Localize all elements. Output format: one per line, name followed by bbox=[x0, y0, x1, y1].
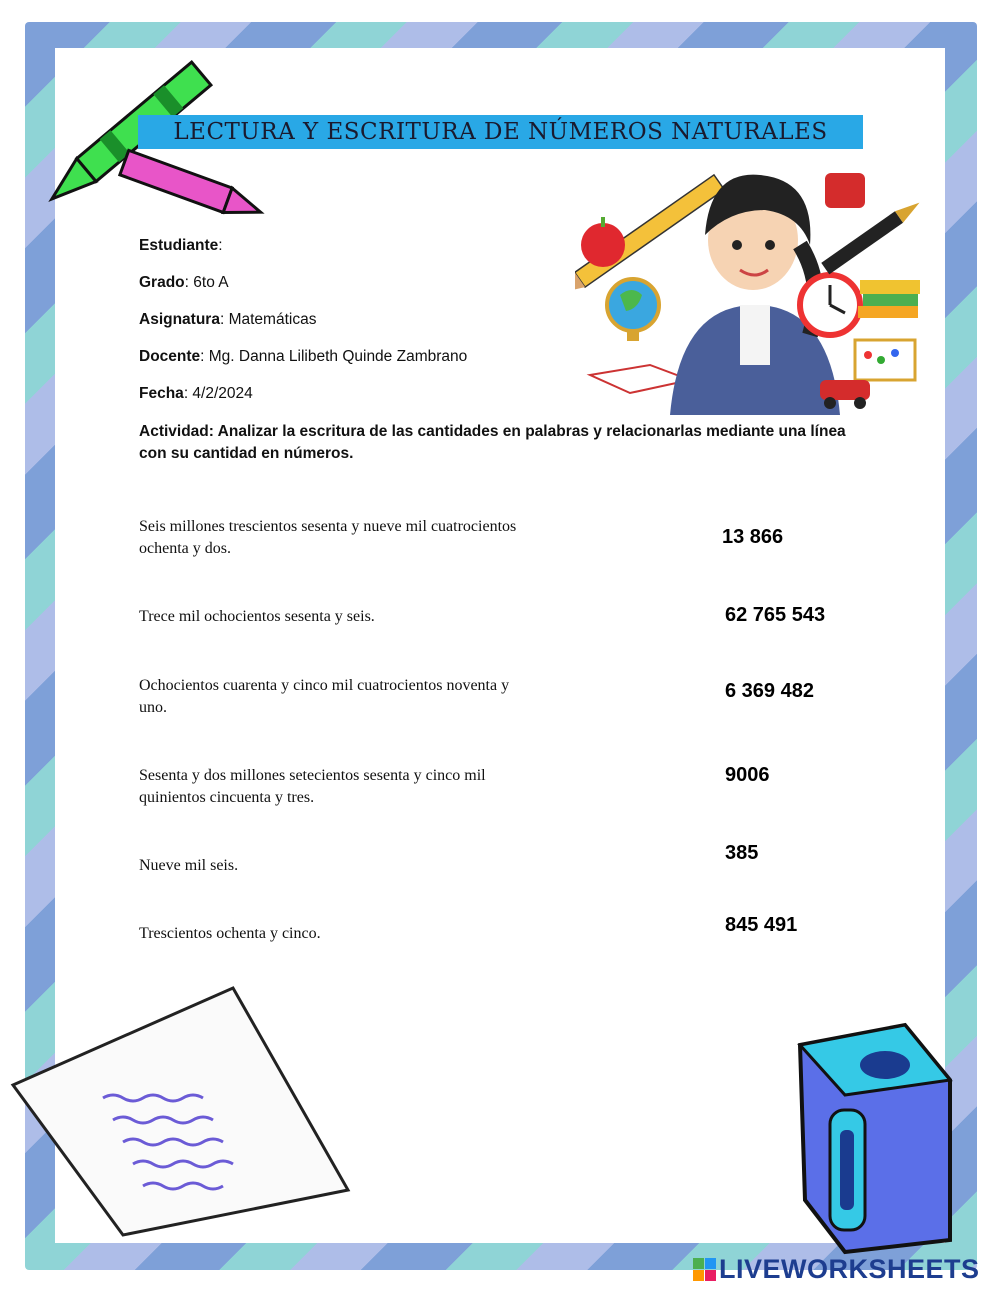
paper-illustration bbox=[8, 980, 353, 1240]
teacher-illustration bbox=[575, 165, 925, 420]
info-row-fecha bbox=[139, 384, 467, 421]
estudiante-label: Estudiante bbox=[139, 237, 219, 254]
grado-label: Grado bbox=[139, 274, 185, 291]
number-item-4[interactable]: 9006 bbox=[725, 764, 770, 786]
logo-tiles-icon bbox=[693, 1258, 716, 1281]
sharpener-illustration bbox=[790, 1020, 965, 1255]
fecha-label: Fecha bbox=[139, 385, 184, 402]
info-row-estudiante bbox=[139, 236, 467, 273]
number-item-2[interactable]: 62 765 543 bbox=[725, 604, 826, 626]
docente-label: Docente bbox=[139, 348, 201, 365]
page-title: LECTURA Y ESCRITURA DE NÚMEROS NATURALES bbox=[173, 119, 828, 145]
grado-value: : 6to A bbox=[184, 274, 229, 291]
activity-instructions: Actividad: Analizar la escritura de las cantidades en palabras y relacionarlas mediante una línea con su cantidad en números. bbox=[139, 423, 846, 462]
word-item-1[interactable]: Seis millones trescientos sesenta y nueve mil cuatrocientos ochenta y dos. bbox=[139, 518, 517, 557]
word-item-4[interactable]: Sesenta y dos millones setecientos sesenta y cinco mil quinientos cincuenta y tres. bbox=[139, 767, 486, 806]
brand-name: LIVEWORKSHEETS bbox=[719, 1254, 980, 1284]
info-row-asignatura bbox=[139, 310, 467, 347]
asignatura-value: : Matemáticas bbox=[219, 311, 317, 328]
word-item-2[interactable]: Trece mil ochocientos sesenta y seis. bbox=[139, 608, 375, 625]
number-item-6[interactable]: 845 491 bbox=[725, 914, 798, 936]
number-item-1[interactable]: 13 866 bbox=[722, 526, 784, 548]
title-bar bbox=[138, 115, 863, 149]
word-item-5[interactable]: Nueve mil seis. bbox=[139, 857, 239, 874]
student-info bbox=[139, 236, 467, 421]
asignatura-label: Asignatura bbox=[139, 311, 220, 328]
word-item-6[interactable]: Trescientos ochenta y cinco. bbox=[139, 925, 321, 942]
info-row-docente bbox=[139, 347, 467, 384]
docente-value: : Mg. Danna Lilibeth Quinde Zambrano bbox=[200, 348, 468, 365]
liveworksheets-logo bbox=[693, 1254, 980, 1285]
word-item-3[interactable]: Ochocientos cuarenta y cinco mil cuatrocientos noventa y uno. bbox=[139, 677, 510, 716]
number-item-3[interactable]: 6 369 482 bbox=[725, 680, 814, 702]
estudiante-value: : bbox=[218, 237, 223, 254]
number-item-5[interactable]: 385 bbox=[725, 842, 759, 864]
info-row-grado bbox=[139, 273, 467, 310]
fecha-value: : 4/2/2024 bbox=[183, 385, 253, 402]
